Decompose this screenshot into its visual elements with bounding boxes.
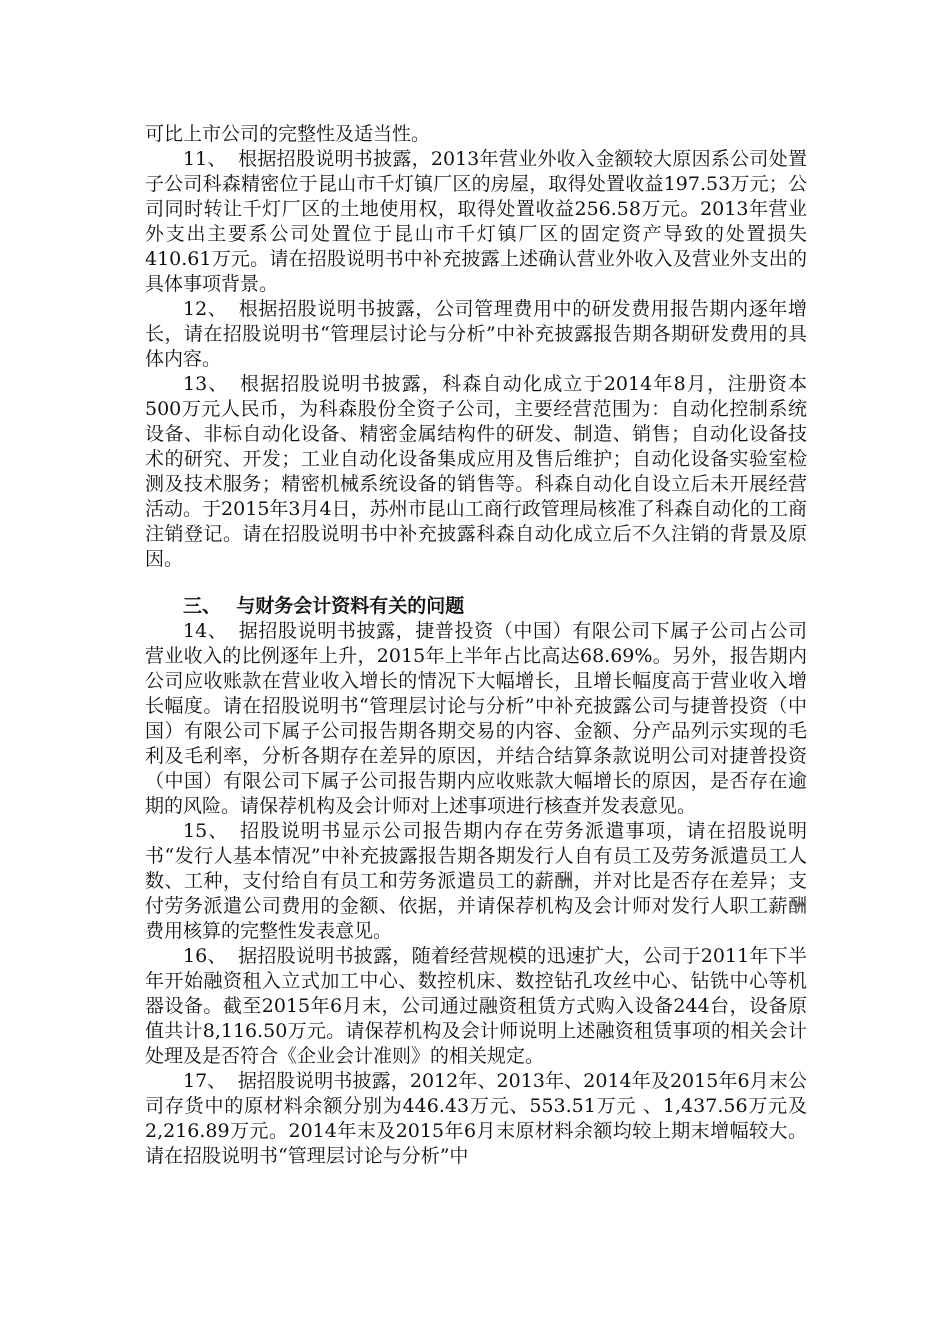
question-item-17 (145, 1069, 807, 1169)
section-title: 与财务会计资料有关的问题 (236, 595, 465, 617)
item-number: 13、 (183, 373, 229, 395)
item-text: 招股说明书显示公司报告期内存在劳务派遣事项，请在招股说明书“发行人基本情况”中补充披露报告期各期发行人自有员工及劳务派遣员工人数、工种，支付给自有员工和劳务派遣员工的薪酬，并对比是否存在差异；支付劳务派遣公司费用的金额、依据，并请保荐机构及会计师对发行人职工薪酬费用核算的完整性发表意见。 (145, 820, 807, 942)
question-item-13 (145, 372, 807, 572)
document-page (145, 122, 807, 1169)
item-number: 11、 (183, 148, 227, 170)
item-number: 17、 (183, 1070, 227, 1092)
question-item-16 (145, 944, 807, 1069)
section-number: 三、 (183, 595, 222, 617)
item-text: 根据招股说明书披露，2013年营业外收入金额较大原因系公司处置子公司科森精密位于昆山市千灯镇厂区的房屋，取得处置收益197.53万元；公司同时转让千灯厂区的土地使用权，取得处置收益256.58万元。2013年营业外支出主要系公司处置位于昆山市千灯镇厂区的固定资产导致的处置损失410.61万元。请在招股说明书中补充披露上述确认营业外收入及营业外支出的具体事项背景。 (145, 148, 807, 295)
question-item-14 (145, 619, 807, 819)
item-text: 据招股说明书披露，捷普投资（中国）有限公司下属子公司占公司营业收入的比例逐年上升，2015年上半年占比高达68.69%。另外，报告期内公司应收账款在营业收入增长的情况下大幅增长，且增长幅度高于营业收入增长幅度。请在招股说明书“管理层讨论与分析”中补充披露公司与捷普投资（中国）有限公司下属子公司报告期各期交易的内容、金额、分产品列示实现的毛利及毛利率，分析各期存在差异的原因，并结合结算条款说明公司对捷普投资（中国）有限公司下属子公司报告期内应收账款大幅增长的原因，是否存在逾期的风险。请保荐机构及会计师对上述事项进行核查并发表意见。 (145, 620, 807, 817)
item-number: 16、 (183, 945, 227, 967)
question-item-11 (145, 147, 807, 297)
item-text: 根据招股说明书披露，科森自动化成立于2014年8月，注册资本500万元人民币，为科森股份全资子公司，主要经营范围为：自动化控制系统设备、非标自动化设备、精密金属结构件的研发、制造、销售；自动化设备技术的研究、开发；工业自动化设备集成应用及售后维护；自动化设备实验室检测及技术服务；精密机械系统设备的销售等。科森自动化自设立后未开展经营活动。于2015年3月4日，苏州市昆山工商行政管理局核准了科森自动化的工商注销登记。请在招股说明书中补充披露科森自动化成立后不久注销的背景及原因。 (145, 373, 807, 570)
question-item-12 (145, 297, 807, 372)
item-number: 12、 (183, 298, 228, 320)
intro-paragraph: 可比上市公司的完整性及适当性。 (145, 123, 431, 145)
item-text: 据招股说明书披露，随着经营规模的迅速扩大，公司于2011年下半年开始融资租入立式加工中心、数控机床、数控钻孔攻丝中心、钻铣中心等机器设备。截至2015年6月末，公司通过融资租赁方式购入设备244台，设备原值共计8,116.50万元。请保荐机构及会计师说明上述融资租赁事项的相关会计处理及是否符合《企业会计准则》的相关规定。 (145, 945, 807, 1067)
item-number: 14、 (183, 620, 228, 642)
question-item-15 (145, 819, 807, 944)
item-text: 根据招股说明书披露，公司管理费用中的研发费用报告期内逐年增长，请在招股说明书“管理层讨论与分析”中补充披露报告期各期研发费用的具体内容。 (145, 298, 807, 370)
item-number: 15、 (183, 820, 229, 842)
section-heading (145, 594, 807, 619)
item-text: 据招股说明书披露，2012年、2013年、2014年及2015年6月末公司存货中的原材料余额分别为446.43万元、553.51万元 、1,437.56万元及2,216.89万元。2014年末及2015年6月末原材料余额均较上期末增幅较大。请在招股说明书“管理层讨论与分析”中 (145, 1070, 807, 1167)
